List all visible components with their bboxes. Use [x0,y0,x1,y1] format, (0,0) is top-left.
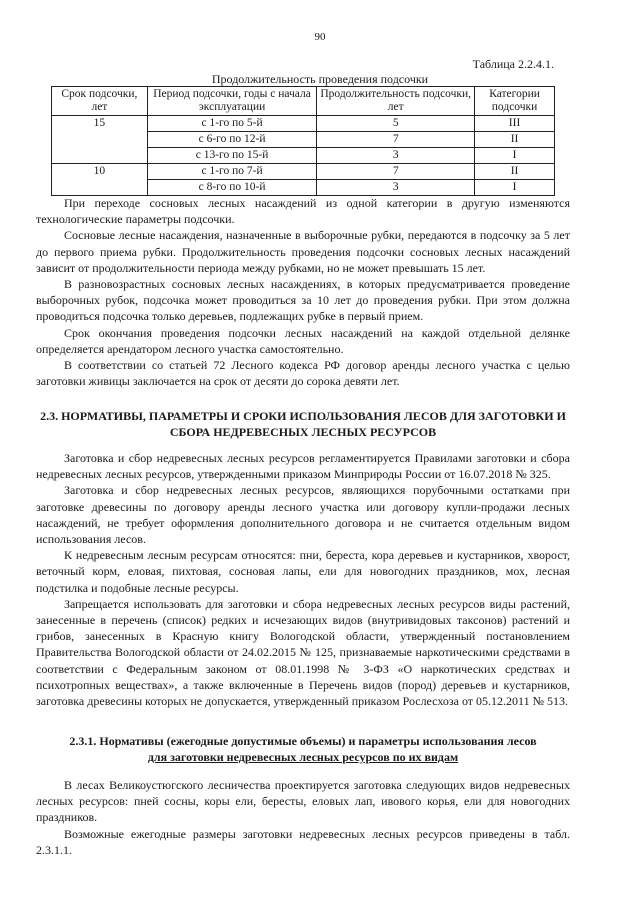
cell-term: 10 [52,164,148,180]
section-heading-2-3-1 [36,733,570,765]
heading-line: для заготовки недревесных лесных ресурсов по их видам [147,750,459,764]
cell-category: II [475,132,555,148]
column-header: Категории подсочки [475,87,555,116]
column-header: Срок подсочки, лет [52,87,148,116]
cell-category: II [475,164,555,180]
cell-category: III [475,116,555,132]
cell-term [52,132,148,148]
cell-term [52,148,148,164]
paragraph: Запрещается использовать для заготовки и сбора недревесных лесных ресурсов виды растений, занесенные в перечень (список) редких и исчезающих видов (внутривидовых таксонов) растений и грибов, занесенных в Красную книгу Вологодской области, утвержденный постановлением Правительства Вологодской области от 24.02.2015 № 125, признаваемые наркотическими средствами в соответствии с Федеральным законом от 08.01.1998 № 3-ФЗ «О наркотических средствах и психотропных веществах», а также включенные в Перечень видов (пород) деревьев и кустарников, заготовка древесины которых не допускается, утвержденный приказом Рослесхоза от 05.12.2011 № 513. [36,596,570,709]
cell-duration: 3 [317,148,475,164]
table-row [52,164,555,180]
column-header: Продолжительность подсочки, лет [317,87,475,116]
cell-period: с 13-го по 15-й [147,148,317,164]
paragraph: Срок окончания проведения подсочки лесных насаждений на каждой отдельной делянке определяется арендатором лесного участка самостоятельно. [36,325,570,356]
tapping-duration-table [51,86,555,196]
cell-period: с 1-го по 5-й [147,116,317,132]
cell-duration: 7 [317,164,475,180]
cell-term: 15 [52,116,148,132]
cell-period: с 8-го по 10-й [147,180,317,196]
cell-period: с 1-го по 7-й [147,164,317,180]
cell-category: I [475,148,555,164]
table-row [52,148,555,164]
column-header: Период подсочки, годы с начала эксплуатации [147,87,317,116]
paragraph: В соответствии со статьей 72 Лесного кодекса РФ договор аренды лесного участка с целью заготовки живицы заключается на срок от десяти до сорока девяти лет. [36,358,570,389]
section-heading-2-3: 2.3. НОРМАТИВЫ, ПАРАМЕТРЫ И СРОКИ ИСПОЛЬЗОВАНИЯ ЛЕСОВ ДЛЯ ЗАГОТОВКИ И СБОРА НЕДРЕВЕСНЫХ ЛЕСНЫХ РЕСУРСОВ [40,409,566,439]
cell-duration: 5 [317,116,475,132]
paragraph: В лесах Великоустюгского лесничества проектируется заготовка следующих видов недревесных лесных ресурсов: пней сосны, коры ели, бересты, еловых лап, ивового корья, ели для новогодних праздников. [36,778,570,825]
body-text-block [36,195,570,389]
section-2-3-text [36,450,570,709]
cell-category: I [475,180,555,196]
cell-term [52,180,148,196]
page-number: 90 [314,31,326,43]
table-row [52,180,555,196]
section-2-3-1-text [36,777,570,858]
table-row [52,132,555,148]
paragraph: Заготовка и сбор недревесных лесных ресурсов регламентируется Правилами заготовки и сбора недревесных лесных ресурсов, утвержденными приказом Минприроды России от 16.07.2018 № 325. [36,451,570,482]
paragraph: Сосновые лесные насаждения, назначенные в выборочные рубки, передаются в подсочку за 5 лет до первого приема рубки. Продолжительность проведения подсочки сосновых лесных насаждений зависит от продолжительности периода между рубками, но не может превышать 15 лет. [36,228,570,275]
paragraph: Возможные ежегодные размеры заготовки недревесных лесных ресурсов приведены в табл. 2.3.1.1. [36,826,570,857]
cell-duration: 7 [317,132,475,148]
cell-period: с 6-го по 12-й [147,132,317,148]
table-row [52,116,555,132]
table-caption: Продолжительность проведения подсочки [211,72,429,86]
paragraph: Заготовка и сбор недревесных лесных ресурсов, являющихся порубочными остатками при заготовке древесины по договору аренды лесного участка или договору купли-продажи лесных насаждений, не требует оформления дополнительного договора и не считается отдельным видом использования лесов. [36,483,570,547]
table-header-row [52,87,555,116]
heading-line: 2.3.1. Нормативы (ежегодные допустимые объемы) и параметры использования лесов [69,734,537,748]
cell-duration: 3 [317,180,475,196]
paragraph: При переходе сосновых лесных насаждений из одной категории в другую изменяются технологические параметры подсочки. [36,196,570,227]
table-label: Таблица 2.2.4.1. [472,57,554,71]
paragraph: В разновозрастных сосновых лесных насаждениях, в которых предусматривается проведение выборочных рубок, подсочка может проводиться за 10 лет до проведения рубки. При этом должна проводиться подсочка только деревьев, подлежащих рубке в первый прием. [36,277,570,324]
paragraph: К недревесным лесным ресурсам относятся: пни, береста, кора деревьев и кустарников, хворост, веточный корм, еловая, пихтовая, сосновая лапы, ели для новогодних праздников, мох, лесная подстилка и подобные лесные ресурсы. [36,548,570,595]
